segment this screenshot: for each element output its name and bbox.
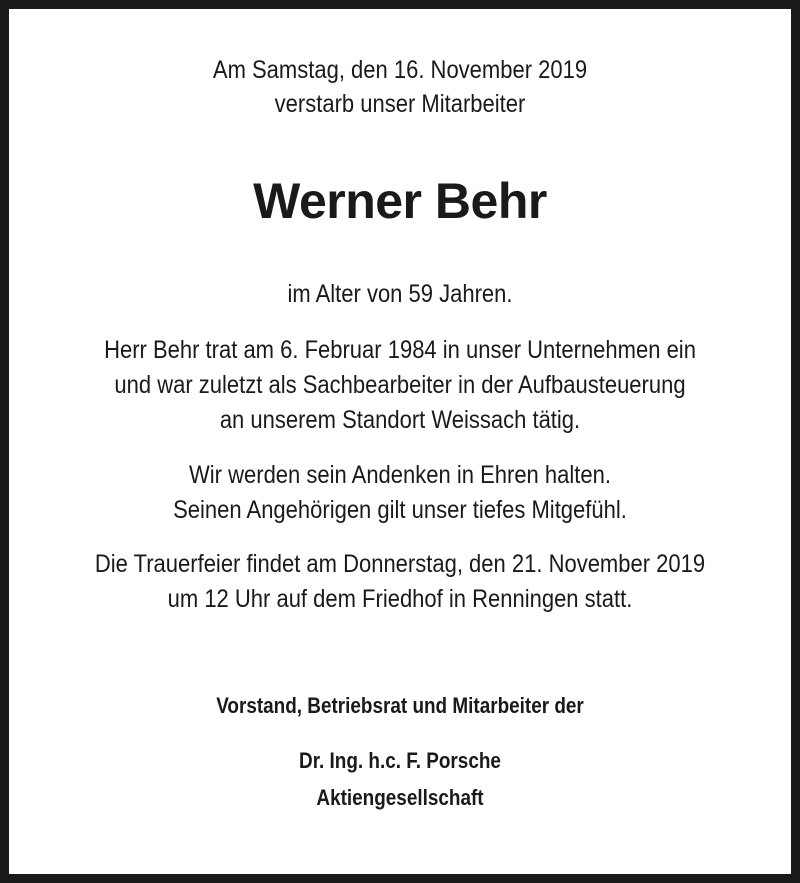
intro-date-line: Am Samstag, den 16. November 2019 <box>212 56 588 84</box>
career-line-2: und war zuletzt als Sachbearbeiter in der Aufbausteuerung <box>114 371 686 399</box>
funeral-line-2: um 12 Uhr auf dem Friedhof in Renningen statt. <box>167 585 633 613</box>
funeral-line-1: Die Trauerfeier findet am Donnerstag, den 21. November 2019 <box>94 550 706 578</box>
remembrance-line-1: Wir werden sein Andenken in Ehren halten. <box>189 461 611 489</box>
career-line-1: Herr Behr trat am 6. Februar 1984 in unser Unternehmen ein <box>104 336 696 364</box>
signature-line: Vorstand, Betriebsrat und Mitarbeiter der <box>216 693 584 718</box>
intro-text-line: verstarb unser Mitarbeiter <box>274 90 526 118</box>
remembrance-line-2: Seinen Angehörigen gilt unser tiefes Mitgefühl. <box>173 496 627 524</box>
career-line-3: an unserem Standort Weissach tätig. <box>219 406 581 434</box>
company-name-line-1: Dr. Ing. h.c. F. Porsche <box>299 748 501 773</box>
age-line: im Alter von 59 Jahren. <box>287 280 513 308</box>
company-name-line-2: Aktiengesellschaft <box>316 785 484 810</box>
deceased-name: Werner Behr <box>253 173 547 229</box>
